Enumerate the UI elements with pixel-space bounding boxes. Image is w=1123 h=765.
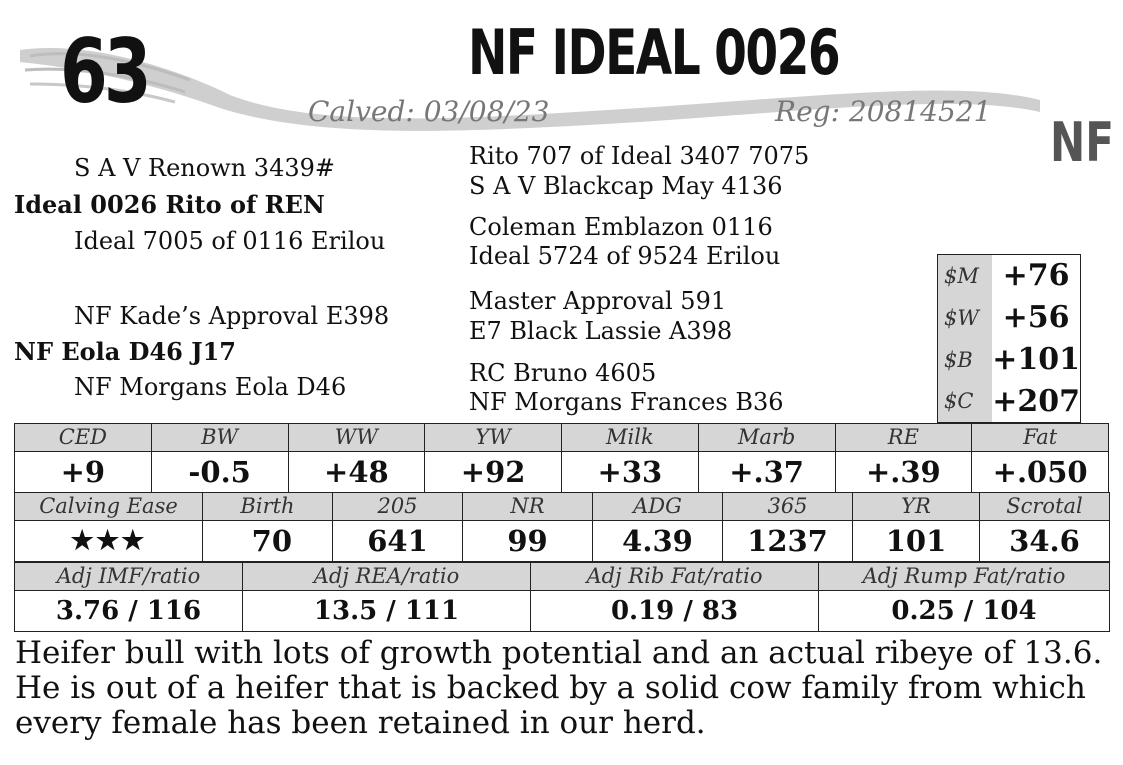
index-label: $B xyxy=(938,339,993,381)
ultrasound-table xyxy=(14,562,1110,632)
ultrasound-header: Adj Rump Fat/ratio xyxy=(819,563,1110,591)
index-value: +101 xyxy=(992,342,1080,377)
dam-dam: NF Morgans Eola D46 xyxy=(74,373,347,401)
epd-value: +33 xyxy=(562,452,699,493)
epd-header: WW xyxy=(288,424,425,452)
ultrasound-value: 3.76 / 116 xyxy=(15,591,243,632)
performance-value: 4.39 xyxy=(593,521,723,562)
epd-value: +92 xyxy=(425,452,562,493)
brand-mark: NF xyxy=(1050,111,1115,174)
sire-dam: Ideal 7005 of 0116 Erilou xyxy=(74,227,386,255)
performance-header: 205 xyxy=(333,493,463,521)
epd-header: Milk xyxy=(562,424,699,452)
great-grandparent-1: Rito 707 of Ideal 3407 7075 xyxy=(469,142,810,170)
animal-name: NF IDEAL 0026 xyxy=(468,16,840,89)
performance-header: YR xyxy=(853,493,980,521)
performance-value: 70 xyxy=(203,521,333,562)
epd-value-row xyxy=(15,452,1109,493)
ultrasound-header-row xyxy=(15,563,1110,591)
epd-header: Fat xyxy=(972,424,1109,452)
index-row xyxy=(938,255,1081,297)
performance-value-row xyxy=(15,521,1110,562)
great-grandparent-7: RC Bruno 4605 xyxy=(469,359,657,387)
performance-header: 365 xyxy=(723,493,853,521)
index-value: +56 xyxy=(1002,300,1070,335)
epd-table xyxy=(14,423,1109,493)
index-value: +207 xyxy=(992,383,1080,419)
epd-header: YW xyxy=(425,424,562,452)
epd-header: CED xyxy=(15,424,152,452)
sire-sire: S A V Renown 3439# xyxy=(74,154,335,182)
great-grandparent-2: S A V Blackcap May 4136 xyxy=(469,172,783,200)
epd-value: +.050 xyxy=(972,452,1109,493)
index-box xyxy=(937,254,1081,423)
lot-number: 63 xyxy=(60,20,148,123)
epd-value: -0.5 xyxy=(151,452,288,493)
great-grandparent-4: Ideal 5724 of 9524 Erilou xyxy=(469,242,781,270)
calved-date: Calved: 03/08/23 xyxy=(308,95,550,128)
performance-header: Calving Ease xyxy=(15,493,203,521)
great-grandparent-3: Coleman Emblazon 0116 xyxy=(469,213,773,241)
dam: NF Eola D46 J17 xyxy=(14,337,236,366)
epd-value: +48 xyxy=(288,452,425,493)
performance-value: 99 xyxy=(463,521,593,562)
performance-header-row xyxy=(15,493,1110,521)
calving-ease-stars: ★★★ xyxy=(15,521,203,562)
performance-value: 641 xyxy=(333,521,463,562)
performance-header: ADG xyxy=(593,493,723,521)
index-label: $M xyxy=(938,255,993,297)
performance-header: NR xyxy=(463,493,593,521)
index-label: $C xyxy=(938,381,993,423)
ultrasound-header: Adj REA/ratio xyxy=(243,563,531,591)
index-row xyxy=(938,339,1081,381)
epd-value: +.37 xyxy=(698,452,835,493)
sire: Ideal 0026 Rito of REN xyxy=(14,190,325,219)
epd-value: +9 xyxy=(15,452,152,493)
index-row xyxy=(938,381,1081,423)
registration-number: Reg: 20814521 xyxy=(775,95,992,128)
epd-header-row xyxy=(15,424,1109,452)
great-grandparent-8: NF Morgans Frances B36 xyxy=(469,388,784,416)
ultrasound-value-row xyxy=(15,591,1110,632)
performance-table xyxy=(14,492,1110,562)
ultrasound-value: 0.19 / 83 xyxy=(531,591,819,632)
performance-header: Birth xyxy=(203,493,333,521)
great-grandparent-6: E7 Black Lassie A398 xyxy=(469,317,733,345)
epd-header: Marb xyxy=(698,424,835,452)
lot-comment: Heifer bull with lots of growth potential and an actual ribeye of 13.6. He is out of a heifer that is backed by a solid cow family from which every female has been retained in our herd. xyxy=(15,635,1103,741)
performance-value: 101 xyxy=(853,521,980,562)
index-label: $W xyxy=(938,297,993,339)
performance-header: Scrotal xyxy=(980,493,1110,521)
performance-value: 34.6 xyxy=(980,521,1110,562)
ultrasound-value: 13.5 / 111 xyxy=(243,591,531,632)
epd-header: RE xyxy=(835,424,972,452)
ultrasound-value: 0.25 / 104 xyxy=(819,591,1110,632)
ultrasound-header: Adj IMF/ratio xyxy=(15,563,243,591)
great-grandparent-5: Master Approval 591 xyxy=(469,287,727,315)
epd-header: BW xyxy=(151,424,288,452)
dam-sire: NF Kade’s Approval E398 xyxy=(74,302,390,330)
ultrasound-header: Adj Rib Fat/ratio xyxy=(531,563,819,591)
index-row xyxy=(938,297,1081,339)
index-value: +76 xyxy=(1002,258,1070,294)
performance-value: 1237 xyxy=(723,521,853,562)
epd-value: +.39 xyxy=(835,452,972,493)
